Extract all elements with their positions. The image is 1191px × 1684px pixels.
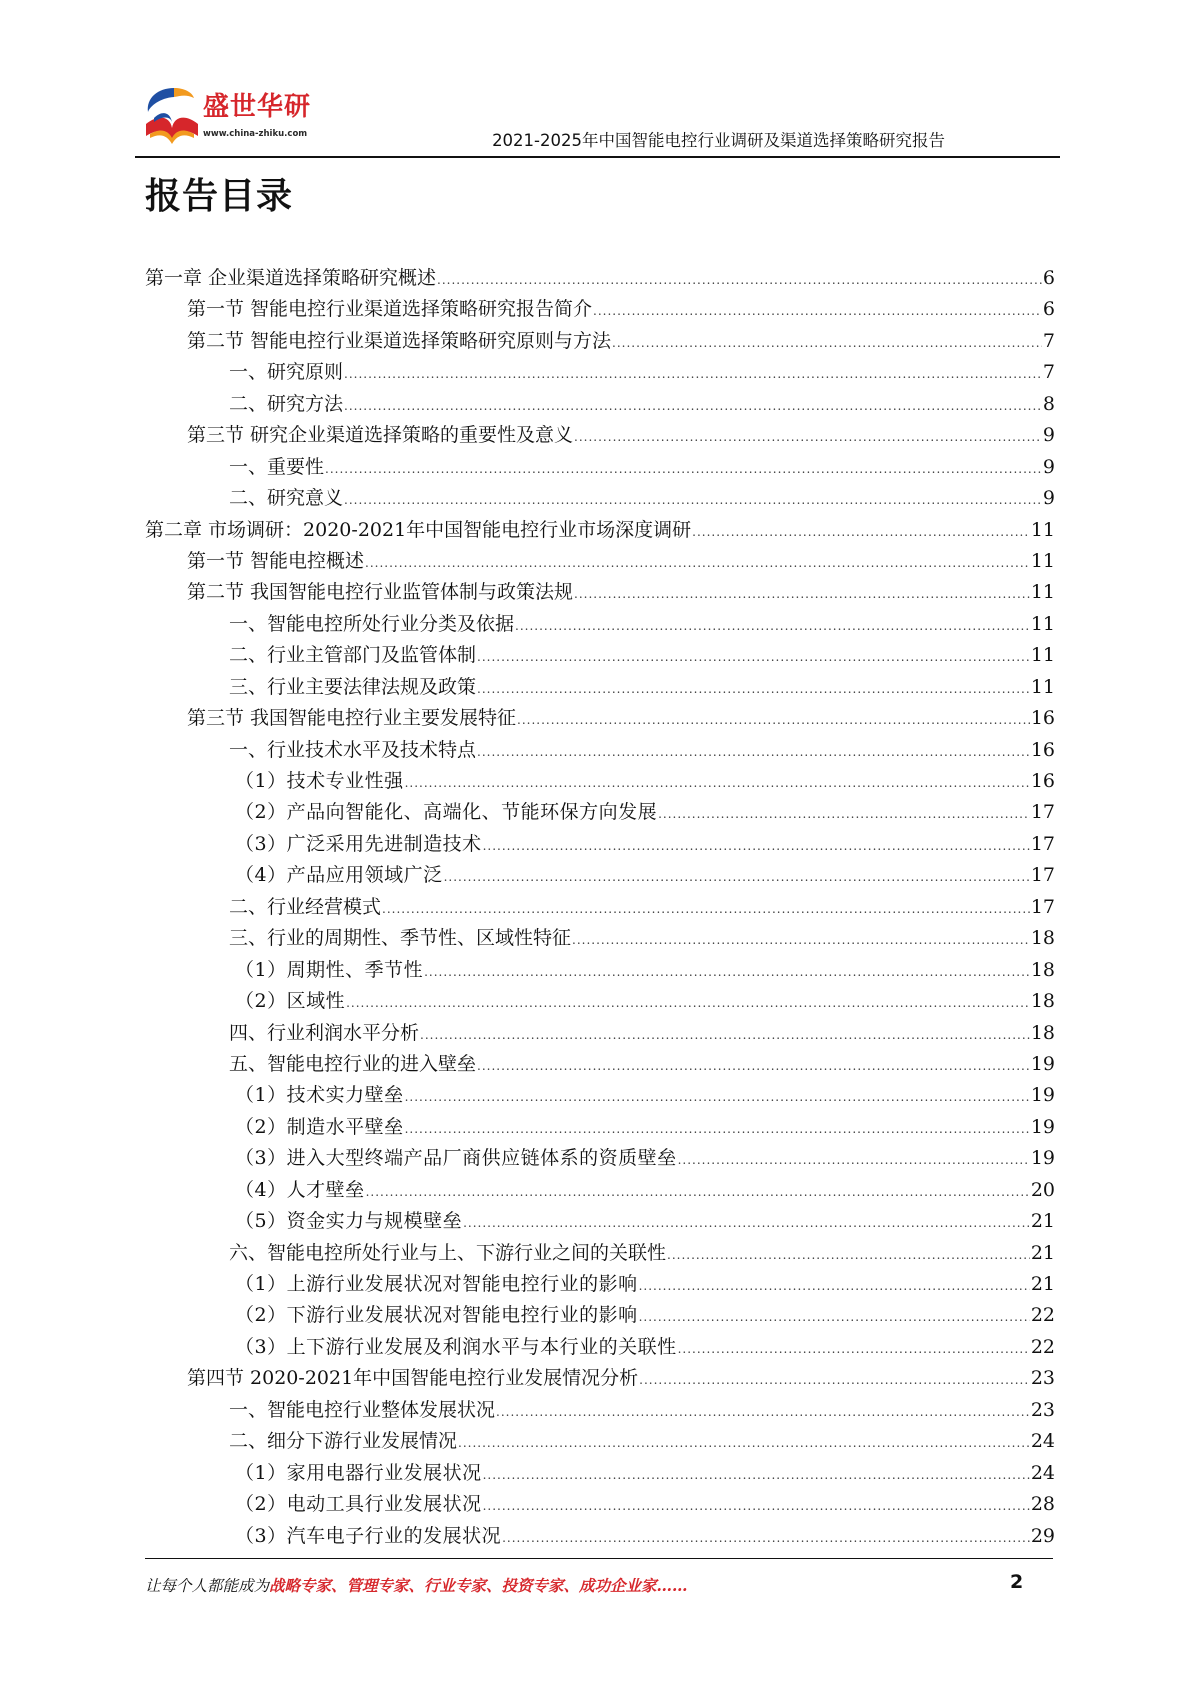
toc-entry[interactable] (145, 389, 1055, 420)
toc-entry-title: （3）上下游行业发展及利润水平与本行业的关联性 (235, 1335, 677, 1358)
toc-leader-dots (515, 611, 1030, 642)
toc-entry[interactable] (145, 797, 1055, 828)
toc-entry[interactable] (145, 420, 1055, 451)
toc-leader-dots (405, 768, 1030, 799)
toc-entry[interactable] (145, 452, 1055, 483)
toc-leader-dots (325, 454, 1042, 485)
toc-leader-dots (458, 1428, 1030, 1459)
toc-entry[interactable] (145, 1049, 1055, 1080)
toc-entry-title: 第一章 企业渠道选择策略研究概述 (145, 267, 437, 289)
toc-leader-dots (344, 485, 1042, 516)
toc-entry-title: 三、行业的周期性、季节性、区域性特征 (229, 927, 572, 950)
toc-leader-dots (639, 1302, 1030, 1333)
toc-entry[interactable] (145, 263, 1055, 294)
toc-entry-title: 二、行业主管部门及监管体制 (229, 644, 477, 667)
toc-entry-page: 24 (1030, 1430, 1055, 1453)
toc-entry-page: 19 (1030, 1052, 1055, 1075)
toc-entry-title: （4）人才壁垒 (235, 1178, 365, 1201)
toc-leader-dots (463, 1208, 1030, 1239)
toc-entry-page: 6 (1042, 267, 1055, 289)
toc-leader-dots (667, 1240, 1030, 1271)
toc-leader-dots (420, 1020, 1030, 1051)
toc-entry[interactable] (145, 1332, 1055, 1363)
toc-leader-dots (483, 831, 1030, 862)
toc-leader-dots (382, 894, 1030, 925)
toc-leader-dots (593, 296, 1042, 327)
brand-url: www.china-zhiku.com (203, 129, 308, 139)
toc-entry-page: 11 (1030, 644, 1055, 667)
toc-entry[interactable] (145, 1300, 1055, 1331)
table-of-contents (145, 263, 1055, 1552)
toc-entry[interactable] (145, 546, 1055, 577)
footer-slogan (145, 1574, 688, 1596)
toc-entry-title: （3）汽车电子行业的发展状况 (235, 1524, 502, 1547)
footer-divider (145, 1558, 1053, 1559)
toc-entry-title: 第二节 智能电控行业渠道选择策略研究原则与方法 (187, 329, 612, 352)
toc-entry-title: （1）家用电器行业发展状况 (235, 1461, 482, 1484)
toc-entry-title: （3）进入大型终端产品厂商供应链体系的资质壁垒 (235, 1147, 677, 1170)
toc-leader-dots (678, 1334, 1030, 1365)
toc-entry-page: 19 (1030, 1115, 1055, 1138)
toc-entry[interactable] (145, 1080, 1055, 1111)
brand-logo (140, 84, 310, 150)
toc-entry[interactable] (145, 326, 1055, 357)
toc-entry[interactable] (145, 829, 1055, 860)
toc-entry-page: 16 (1030, 707, 1055, 730)
toc-entry-title: 第二章 市场调研：2020-2021年中国智能电控行业市场深度调研 (145, 518, 692, 541)
toc-leader-dots (366, 1177, 1030, 1208)
toc-leader-dots (405, 1114, 1030, 1145)
toc-entry[interactable] (145, 609, 1055, 640)
toc-entry-title: 三、行业主要法律法规及政策 (229, 675, 477, 698)
toc-entry-page: 17 (1030, 864, 1055, 887)
toc-entry-title: （2）区域性 (235, 990, 346, 1013)
slogan-prefix: 让每个人都能成为 (145, 1577, 270, 1595)
toc-entry-page: 11 (1030, 518, 1055, 541)
toc-entry[interactable] (145, 1112, 1055, 1143)
toc-entry-title: 第四节 2020-2021年中国智能电控行业发展情况分析 (187, 1367, 639, 1390)
toc-entry-page: 19 (1030, 1084, 1055, 1107)
toc-entry-page: 17 (1030, 832, 1055, 855)
toc-leader-dots (639, 1365, 1030, 1396)
report-title: 2021-2025年中国智能电控行业调研及渠道选择策略研究报告 (492, 131, 945, 150)
toc-entry-title: （1）上游行业发展状况对智能电控行业的影响 (235, 1273, 638, 1295)
toc-leader-dots (574, 579, 1030, 610)
toc-entry-title: 一、智能电控所处行业分类及依据 (229, 612, 515, 635)
toc-entry-title: 一、重要性 (229, 455, 325, 478)
toc-leader-dots (424, 957, 1030, 988)
toc-entry[interactable] (145, 294, 1055, 325)
toc-entry-page: 11 (1030, 675, 1055, 698)
toc-entry[interactable] (145, 357, 1055, 388)
toc-leader-dots (477, 642, 1030, 673)
toc-entry-page: 20 (1030, 1178, 1055, 1201)
toc-entry-page: 18 (1030, 927, 1055, 950)
toc-entry[interactable] (145, 923, 1055, 954)
toc-leader-dots (477, 1051, 1030, 1082)
toc-leader-dots (612, 328, 1042, 359)
toc-leader-dots (572, 925, 1030, 956)
brand-name: 盛世华研 (203, 92, 312, 122)
toc-entry-page: 23 (1030, 1398, 1055, 1421)
toc-leader-dots (517, 705, 1030, 736)
toc-leader-dots (344, 391, 1042, 422)
toc-entry-title: 第一节 智能电控行业渠道选择策略研究报告简介 (187, 298, 593, 321)
toc-entry-title: （1）周期性、季节性 (235, 958, 424, 981)
toc-entry-title: 二、研究意义 (229, 487, 344, 510)
toc-entry-title: 二、行业经营模式 (229, 895, 382, 918)
toc-entry-page: 19 (1030, 1147, 1055, 1170)
toc-leader-dots (346, 988, 1030, 1019)
toc-entry[interactable] (145, 672, 1055, 703)
toc-entry-title: 六、智能电控所处行业与上、下游行业之间的关联性 (229, 1241, 667, 1264)
toc-entry-title: （3）广泛采用先进制造技术 (235, 832, 482, 855)
toc-entry[interactable] (145, 1238, 1055, 1269)
page-header (0, 0, 1191, 160)
toc-entry[interactable] (145, 515, 1055, 546)
toc-entry-title: 第三节 研究企业渠道选择策略的重要性及意义 (187, 424, 574, 447)
toc-entry-page: 16 (1030, 770, 1055, 792)
toc-entry-page: 21 (1030, 1210, 1055, 1233)
toc-entry-page: 23 (1030, 1367, 1055, 1390)
toc-entry-page: 22 (1030, 1335, 1055, 1358)
toc-entry-title: （4）产品应用领域广泛 (235, 864, 443, 887)
toc-entry[interactable] (145, 1363, 1055, 1394)
toc-leader-dots (639, 1271, 1030, 1302)
toc-entry-page: 18 (1030, 990, 1055, 1013)
toc-leader-dots (658, 799, 1030, 830)
toc-leader-dots (574, 422, 1042, 453)
toc-entry-title: （2）制造水平壁垒 (235, 1115, 404, 1138)
toc-entry-title: 一、行业技术水平及技术特点 (229, 738, 477, 761)
toc-entry-title: （5）资金实力与规模壁垒 (235, 1210, 463, 1233)
toc-entry[interactable] (145, 860, 1055, 891)
toc-leader-dots (477, 737, 1030, 768)
toc-leader-dots (496, 1397, 1030, 1428)
toc-entry-page: 16 (1030, 738, 1055, 761)
toc-entry-page: 18 (1030, 958, 1055, 981)
toc-entry-title: （2）产品向智能化、高端化、节能环保方向发展 (235, 801, 658, 824)
toc-entry-title: 第一节 智能电控概述 (187, 549, 365, 572)
book-swoosh-icon (140, 84, 204, 150)
toc-leader-dots (437, 265, 1042, 296)
toc-entry[interactable] (145, 1489, 1055, 1520)
toc-entry[interactable] (145, 1175, 1055, 1206)
toc-entry[interactable] (145, 955, 1055, 986)
toc-entry-title: （2）电动工具行业发展状况 (235, 1493, 482, 1516)
toc-entry-title: 四、行业利润水平分析 (229, 1021, 420, 1044)
toc-leader-dots (365, 548, 1030, 579)
toc-entry-title: （1）技术专业性强 (235, 770, 404, 792)
toc-entry[interactable] (145, 1395, 1055, 1426)
toc-leader-dots (405, 1082, 1030, 1113)
toc-entry[interactable] (145, 1206, 1055, 1237)
page-title: 报告目录 (145, 176, 294, 217)
toc-entry[interactable] (145, 1458, 1055, 1489)
toc-entry-page: 9 (1042, 487, 1055, 510)
toc-entry-page: 7 (1042, 361, 1055, 384)
toc-entry[interactable] (145, 1426, 1055, 1457)
toc-entry-page: 18 (1030, 1021, 1055, 1044)
toc-entry-page: 11 (1030, 612, 1055, 635)
toc-entry-page: 21 (1030, 1241, 1055, 1264)
toc-entry-page: 17 (1030, 801, 1055, 824)
page-number: 2 (1010, 1571, 1024, 1593)
toc-entry[interactable] (145, 1018, 1055, 1049)
toc-entry-page: 6 (1042, 298, 1055, 321)
toc-entry-title: （2）下游行业发展状况对智能电控行业的影响 (235, 1304, 638, 1327)
toc-entry[interactable] (145, 1269, 1055, 1300)
toc-entry[interactable] (145, 735, 1055, 766)
toc-entry[interactable] (145, 640, 1055, 671)
toc-entry-title: 五、智能电控行业的进入壁垒 (229, 1052, 477, 1075)
toc-entry-page: 29 (1030, 1524, 1055, 1547)
toc-leader-dots (444, 862, 1030, 893)
toc-entry[interactable] (145, 892, 1055, 923)
toc-entry-title: 二、细分下游行业发展情况 (229, 1430, 458, 1453)
toc-leader-dots (477, 674, 1030, 705)
toc-entry[interactable] (145, 766, 1055, 797)
header-divider (135, 156, 1060, 158)
toc-leader-dots (344, 359, 1042, 390)
toc-entry-title: （1）技术实力壁垒 (235, 1084, 404, 1107)
toc-entry-title: 第三节 我国智能电控行业主要发展特征 (187, 707, 517, 730)
toc-leader-dots (483, 1460, 1030, 1491)
toc-entry-page: 9 (1042, 455, 1055, 478)
toc-entry-page: 7 (1042, 329, 1055, 352)
toc-leader-dots (502, 1523, 1030, 1554)
toc-entry-page: 21 (1030, 1273, 1055, 1295)
toc-leader-dots (483, 1491, 1030, 1522)
toc-entry-page: 28 (1030, 1493, 1055, 1516)
toc-entry[interactable] (145, 986, 1055, 1017)
toc-entry-page: 24 (1030, 1461, 1055, 1484)
toc-leader-dots (692, 517, 1030, 548)
toc-entry-title: 二、研究方法 (229, 392, 344, 415)
toc-entry-page: 9 (1042, 424, 1055, 447)
toc-entry-page: 22 (1030, 1304, 1055, 1327)
toc-entry-page: 17 (1030, 895, 1055, 918)
toc-entry-title: 一、研究原则 (229, 361, 344, 384)
toc-entry[interactable] (145, 703, 1055, 734)
toc-entry[interactable] (145, 483, 1055, 514)
slogan-highlight: 战略专家、管理专家、行业专家、投资专家、成功企业家…… (269, 1576, 688, 1595)
toc-entry[interactable] (145, 1521, 1055, 1552)
toc-entry-page: 11 (1030, 549, 1055, 572)
toc-entry-title: 第二节 我国智能电控行业监管体制与政策法规 (187, 581, 574, 604)
toc-entry-page: 11 (1030, 581, 1055, 604)
toc-leader-dots (678, 1145, 1030, 1176)
toc-entry[interactable] (145, 1143, 1055, 1174)
toc-entry-page: 8 (1042, 392, 1055, 415)
toc-entry[interactable] (145, 577, 1055, 608)
toc-entry-title: 一、智能电控行业整体发展状况 (229, 1398, 496, 1421)
